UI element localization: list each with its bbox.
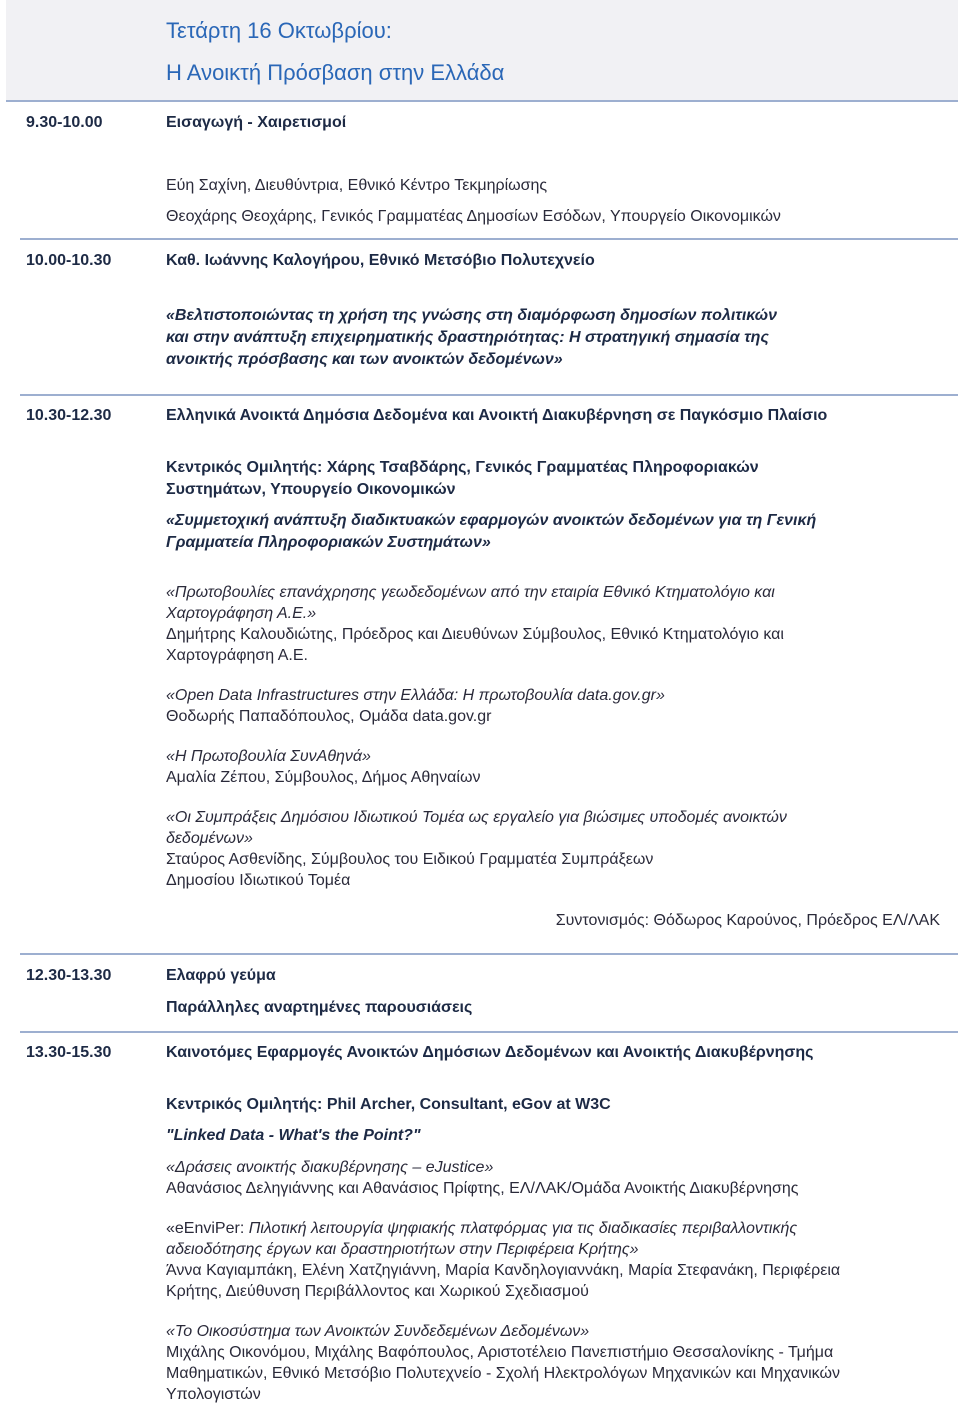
talk-speaker: Μαθηματικών, Εθνικό Μετσόβιο Πολυτεχνείο - Σχολή Ηλεκτρολόγων Μηχανικών και Μηχανικών — [166, 1365, 840, 1382]
keynote-speaker: Κεντρικός Ομιλητής: Phil Archer, Consultant, eGov at W3C — [166, 1096, 611, 1113]
talk-title: αδειοδότησης έργων και δραστηριοτήτων στην Περιφέρεια Κρήτης» — [166, 1241, 639, 1258]
session-title: Ελαφρύ γεύμα — [166, 967, 276, 984]
talk-title: «Πρωτοβουλίες επανάχρησης γεωδεδομένων από την εταιρία Εθνικό Κτηματολόγιο και — [166, 584, 775, 601]
session-title: Εισαγωγή - Χαιρετισμοί — [166, 114, 347, 131]
moderator: Συντονισμός: Θόδωρος Καρούνος, Πρόεδρος ΕΛ/ΛΑΚ — [555, 912, 940, 929]
session-time: 12.30-13.30 — [26, 967, 112, 984]
session-time: 10.00-10.30 — [26, 252, 112, 269]
session-title: Καθ. Ιωάννης Καλογήρου, Εθνικό Μετσόβιο Πολυτεχνείο — [166, 252, 595, 269]
keynote-talk: "Linked Data - What's the Point?" — [166, 1127, 421, 1144]
program-header — [6, 0, 958, 102]
talk-speaker: Μιχάλης Οικονόμου, Μιχάλης Βαφόπουλος, Αριστοτέλειο Πανεπιστήμιο Θεσσαλονίκης - Τμήμα — [166, 1344, 834, 1361]
talk-speaker: Αθανάσιος Δεληγιάννης και Αθανάσιος Πρίφτης, ΕΛ/ΛΑΚ/Ομάδα Ανοικτής Διακυβέρνησης — [166, 1180, 799, 1197]
session-title: Καινοτόμες Εφαρμογές Ανοικτών Δημόσιων Δεδομένων και Ανοικτής Διακυβέρνησης — [166, 1044, 814, 1061]
divider — [20, 1031, 958, 1033]
keynote-speaker: Κεντρικός Ομιλητής: Χάρης Τσαβδάρης, Γενικός Γραμματέας Πληροφοριακών — [166, 459, 759, 476]
talk-speaker: Χαρτογράφηση Α.Ε. — [166, 647, 308, 664]
talk-title: Χαρτογράφηση Α.Ε.» — [166, 605, 317, 622]
speaker-line: Θεοχάρης Θεοχάρης, Γενικός Γραμματέας Δημοσίων Εσόδων, Υπουργείο Οικονομικών — [166, 208, 781, 225]
talk-title: «Open Data Infrastructures στην Ελλάδα: Η πρωτοβουλία data.gov.gr» — [166, 687, 665, 704]
session-subtitle: Παράλληλες αναρτημένες παρουσιάσεις — [166, 999, 473, 1016]
divider — [20, 394, 958, 396]
day-subtitle: Η Ανοικτή Πρόσβαση στην Ελλάδα — [166, 60, 505, 85]
divider — [20, 953, 958, 955]
talk-speaker: Θοδωρής Παπαδόπουλος, Ομάδα data.gov.gr — [166, 708, 492, 725]
talk-title: δεδομένων» — [166, 830, 253, 847]
keynote-speaker: Συστημάτων, Υπουργείο Οικονομικών — [166, 481, 456, 498]
talk-title-text: Πιλοτική λειτουργία ψηφιακής πλατφόρμας για τις διαδικασίες περιβαλλοντικής — [248, 1220, 798, 1237]
session-time: 13.30-15.30 — [26, 1044, 112, 1061]
talk-title: «Δράσεις ανοικτής διακυβέρνησης – eJustice» — [166, 1159, 494, 1176]
talk-speaker: Δημοσίου Ιδιωτικού Τομέα — [166, 872, 351, 889]
talk-speaker: Δημήτρης Καλουδιώτης, Πρόεδρος και Διευθύνων Σύμβουλος, Εθνικό Κτηματολόγιο και — [166, 626, 784, 643]
speaker-line: Εύη Σαχίνη, Διευθύντρια, Εθνικό Κέντρο Τεκμηρίωσης — [166, 177, 548, 194]
talk-title-prefix: «eEnviPer: — [166, 1220, 249, 1237]
talk-speaker: Κρήτης, Διεύθυνση Περιβάλλοντος και Χωρικού Σχεδιασμού — [166, 1283, 589, 1300]
talk-title — [166, 1218, 797, 1239]
talk-title: «Οι Συμπράξεις Δημόσιου Ιδιωτικού Τομέα ως εργαλείο για βιώσιμες υποδομές ανοικτών — [166, 809, 787, 826]
day-title: Τετάρτη 16 Οκτωβρίου: — [166, 18, 392, 43]
talk-speaker: Σταύρος Ασθενίδης, Σύμβουλος του Ειδικού Γραμματέα Συμπράξεων — [166, 851, 654, 868]
session-time: 9.30-10.00 — [26, 114, 103, 131]
divider — [20, 238, 958, 240]
talk-title: ανοικτής πρόσβασης και των ανοικτών δεδομένων» — [166, 351, 563, 368]
talk-title: και στην ανάπτυξη επιχειρηματικής δραστηριότητας: Η στρατηγική σημασία της — [166, 329, 769, 346]
talk-title: «Βελτιστοποιώντας τη χρήση της γνώσης στη διαμόρφωση δημοσίων πολιτικών — [166, 307, 777, 324]
talk-speaker: Υπολογιστών — [166, 1386, 261, 1403]
talk-speaker: Αμαλία Ζέπου, Σύμβουλος, Δήμος Αθηναίων — [166, 769, 481, 786]
talk-title: «Η Πρωτοβουλία ΣυνΑθηνά» — [166, 748, 371, 765]
talk-speaker: Άννα Καγιαμπάκη, Ελένη Χατζηγιάννη, Μαρία Κανδηλογιαννάκη, Μαρία Στεφανάκη, Περιφέρεια — [166, 1262, 841, 1279]
keynote-talk: «Συμμετοχική ανάπτυξη διαδικτυακών εφαρμογών ανοικτών δεδομένων για τη Γενική — [166, 512, 817, 529]
session-title: Ελληνικά Ανοικτά Δημόσια Δεδομένα και Ανοικτή Διακυβέρνηση σε Παγκόσμιο Πλαίσιο — [166, 407, 828, 424]
session-time: 10.30-12.30 — [26, 407, 112, 424]
keynote-talk: Γραμματεία Πληροφοριακών Συστημάτων» — [166, 534, 491, 551]
talk-title: «Το Οικοσύστημα των Ανοικτών Συνδεδεμένων Δεδομένων» — [166, 1323, 590, 1340]
